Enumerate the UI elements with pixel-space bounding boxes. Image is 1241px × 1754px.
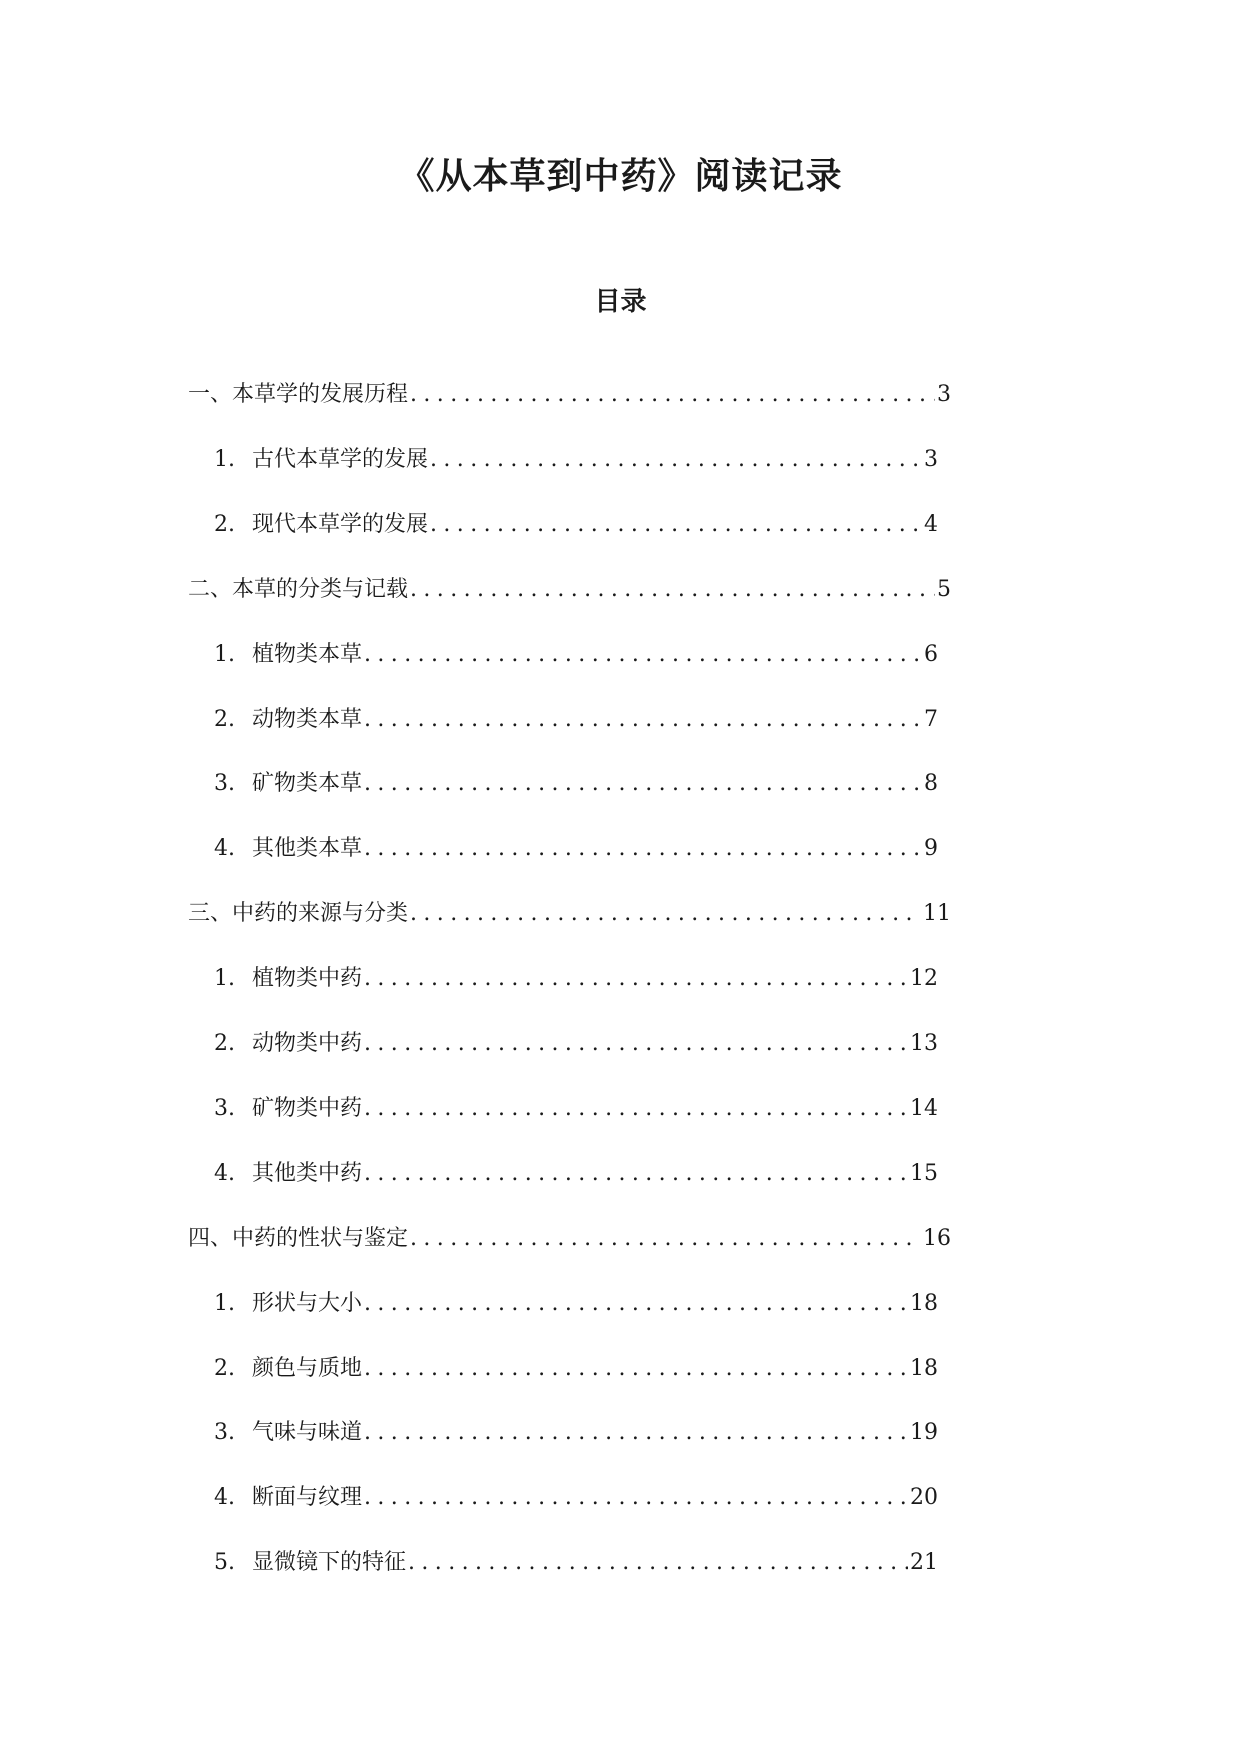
toc-dot-leader [410,380,935,410]
toc-entry-title: 四、中药的性状与鉴定 [188,1225,409,1251]
toc-entry-page-number: 4 [924,511,938,537]
toc-entry-number: 4. [214,836,235,862]
toc-entry-title: 古代本草学的发展 [252,446,429,472]
toc-entry-title: 现代本草学的发展 [252,511,429,537]
toc-entry-title: 断面与纹理 [252,1485,363,1511]
toc-section-entry[interactable] [188,1224,951,1254]
toc-entry-number: 2. [214,706,235,732]
toc-entry-page-number: 20 [910,1485,938,1511]
toc-entry-number: 3. [214,1095,235,1121]
toc-entry-page-number: 14 [910,1095,938,1121]
toc-entry-title: 一、本草学的发展历程 [188,382,409,407]
toc-dot-leader [410,899,921,929]
toc-subsection-entry[interactable] [214,964,938,994]
toc-entry-title: 气味与味道 [252,1420,363,1446]
toc-entry-page-number: 18 [910,1355,938,1381]
toc-subsection-entry[interactable] [214,1094,938,1124]
toc-entry-number: 4. [214,1485,235,1511]
toc-subsection-entry[interactable] [214,640,938,670]
toc-subsection-entry[interactable] [214,1418,938,1448]
toc-dot-leader [364,1094,908,1124]
toc-dot-leader [364,1418,908,1448]
toc-entry-page-number: 3 [937,382,951,407]
toc-entry-page-number: 3 [924,446,938,472]
toc-dot-leader [364,1029,908,1059]
toc-entry-page-number: 16 [923,1225,951,1251]
toc-entry-page-number: 18 [910,1290,938,1316]
toc-entry-title: 其他类中药 [252,1160,363,1186]
toc-subsection-entry[interactable] [214,1483,938,1513]
toc-entry-number: 1. [214,966,235,992]
toc-entry-page-number: 9 [924,836,938,862]
toc-subsection-entry[interactable] [214,1029,938,1059]
toc-subsection-entry[interactable] [214,445,938,475]
document-title: 《从本草到中药》阅读记录 [398,156,843,197]
toc-subsection-entry[interactable] [214,1159,938,1189]
toc-entry-title: 颜色与质地 [252,1355,363,1381]
toc-entry-page-number: 12 [910,966,938,992]
toc-entry-title: 形状与大小 [252,1290,363,1316]
toc-entry-page-number: 21 [910,1550,938,1576]
toc-entry-page-number: 7 [924,706,938,732]
toc-subsection-entry[interactable] [214,834,938,864]
toc-entry-title: 显微镜下的特征 [252,1550,407,1576]
toc-entry-number: 2. [214,511,235,537]
toc-dot-leader [364,834,922,864]
toc-dot-leader [364,705,922,735]
toc-entry-number: 1. [214,1290,235,1316]
toc-dot-leader [430,510,922,540]
toc-entry-page-number: 5 [937,576,951,602]
toc-entry-title: 植物类本草 [252,641,363,667]
toc-dot-leader [430,445,922,475]
toc-entry-number: 3. [214,771,235,797]
toc-entry-page-number: 13 [910,1031,938,1056]
toc-dot-leader [364,1289,908,1319]
toc-entry-title: 其他类本草 [252,836,363,862]
toc-entry-number: 5. [214,1550,235,1576]
toc-dot-leader [364,640,922,670]
toc-entry-number: 2. [214,1355,235,1381]
toc-entry-number: 1. [214,446,235,472]
toc-heading: 目录 [594,287,647,317]
toc-section-entry[interactable] [188,380,951,410]
toc-subsection-entry[interactable] [214,769,938,799]
toc-entry-title: 二、本草的分类与记载 [188,576,409,602]
toc-entry-title: 动物类中药 [252,1031,363,1056]
toc-section-entry[interactable] [188,899,951,929]
toc-subsection-entry[interactable] [214,1289,938,1319]
toc-subsection-entry[interactable] [214,510,938,540]
toc-dot-leader [410,575,935,605]
toc-entry-title: 矿物类中药 [252,1095,363,1121]
toc-entry-number: 2. [214,1031,235,1056]
toc-entry-page-number: 6 [924,641,938,667]
toc-entry-title: 植物类中药 [252,966,363,992]
toc-entry-title: 动物类本草 [252,706,363,732]
toc-dot-leader [364,769,922,799]
toc-entry-page-number: 19 [910,1420,938,1446]
toc-dot-leader [408,1548,908,1578]
toc-subsection-entry[interactable] [214,1548,938,1578]
toc-entry-page-number: 15 [910,1160,938,1186]
toc-entry-number: 3. [214,1420,235,1446]
toc-entry-page-number: 11 [923,901,951,927]
toc-dot-leader [410,1224,921,1254]
toc-subsection-entry[interactable] [214,705,938,735]
toc-entry-number: 4. [214,1160,235,1186]
toc-entry-title: 三、中药的来源与分类 [188,901,409,927]
toc-subsection-entry[interactable] [214,1354,938,1384]
toc-dot-leader [364,1483,908,1513]
toc-entry-title: 矿物类本草 [252,771,363,797]
toc-entry-page-number: 8 [924,771,938,797]
toc-dot-leader [364,1354,908,1384]
toc-entry-number: 1. [214,641,235,667]
toc-dot-leader [364,1159,908,1189]
toc-dot-leader [364,964,908,994]
toc-section-entry[interactable] [188,575,951,605]
